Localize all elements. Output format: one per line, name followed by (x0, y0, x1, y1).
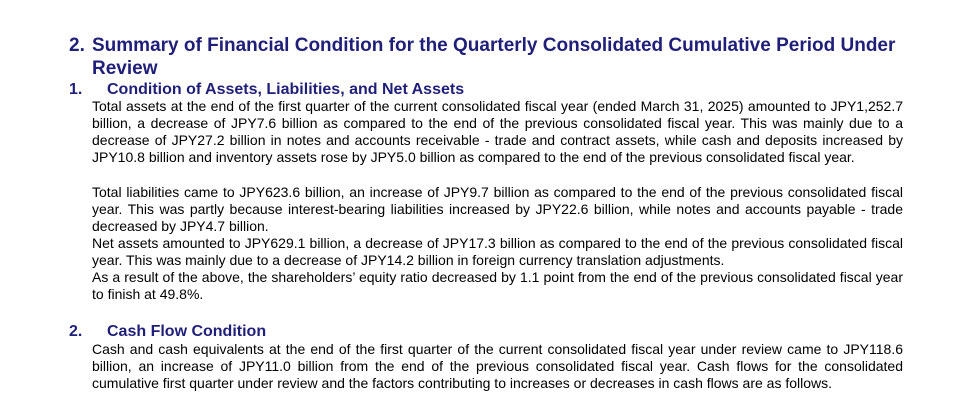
section-number: 2. (69, 35, 85, 56)
subsection-heading-cash-flow (69, 322, 266, 341)
paragraph-net-assets: Net assets amounted to JPY629.1 billion, a decrease of JPY17.3 billion as compared to the end of the previous consolidated fiscal year. This was mainly due to a decrease of JPY14.2 billion in foreign currency translation adjustments. (92, 235, 903, 268)
subsection-number: 1. (69, 81, 83, 98)
paragraph-total-liabilities: Total liabilities came to JPY623.6 billion, an increase of JPY9.7 billion as compared to the end of the previous consolidated fiscal year. This was partly because interest-bearing liabilities increased by JPY22.6 billion, while notes and accounts payable - trade decreased by JPY4.7 billion. (92, 184, 903, 234)
subsection-number: 2. (69, 323, 83, 340)
subsection-title: Condition of Assets, Liabilities, and Net Assets (107, 81, 465, 98)
paragraph-total-assets: Total assets at the end of the first quarter of the current consolidated fiscal year (ended March 31, 2025) amounted to JPY1,252.7 billion, a decrease of JPY7.6 billion as compared to the end of the previous consolidated fiscal year. This was mainly due to a decrease of JPY27.2 billion in notes and accounts receivable - trade and contract assets, while cash and deposits increased by JPY10.8 billion and inventory assets rose by JPY5.0 billion as compared to the end of the previous consolidated fiscal year. (92, 98, 903, 165)
paragraph-equity-ratio: As a result of the above, the shareholders’ equity ratio decreased by 1.1 point from the end of the previous consolidated fiscal year to finish at 49.8%. (92, 269, 903, 302)
paragraph-cash-equivalents: Cash and cash equivalents at the end of the first quarter of the current consolidated fiscal year under review came to JPY118.6 billion, an increase of JPY11.0 billion from the end of the previous consolidated fiscal year. Cash flows for the consolidated cumulative first quarter under review and the factors contributing to increases or decreases in cash flows are as follows. (92, 341, 903, 391)
subsection-title: Cash Flow Condition (107, 323, 267, 340)
subsection-heading-assets (69, 80, 464, 99)
section-heading (69, 34, 909, 80)
section-title: Summary of Financial Condition for the Quarterly Consolidated Cumulative Period Under Review (92, 35, 896, 79)
